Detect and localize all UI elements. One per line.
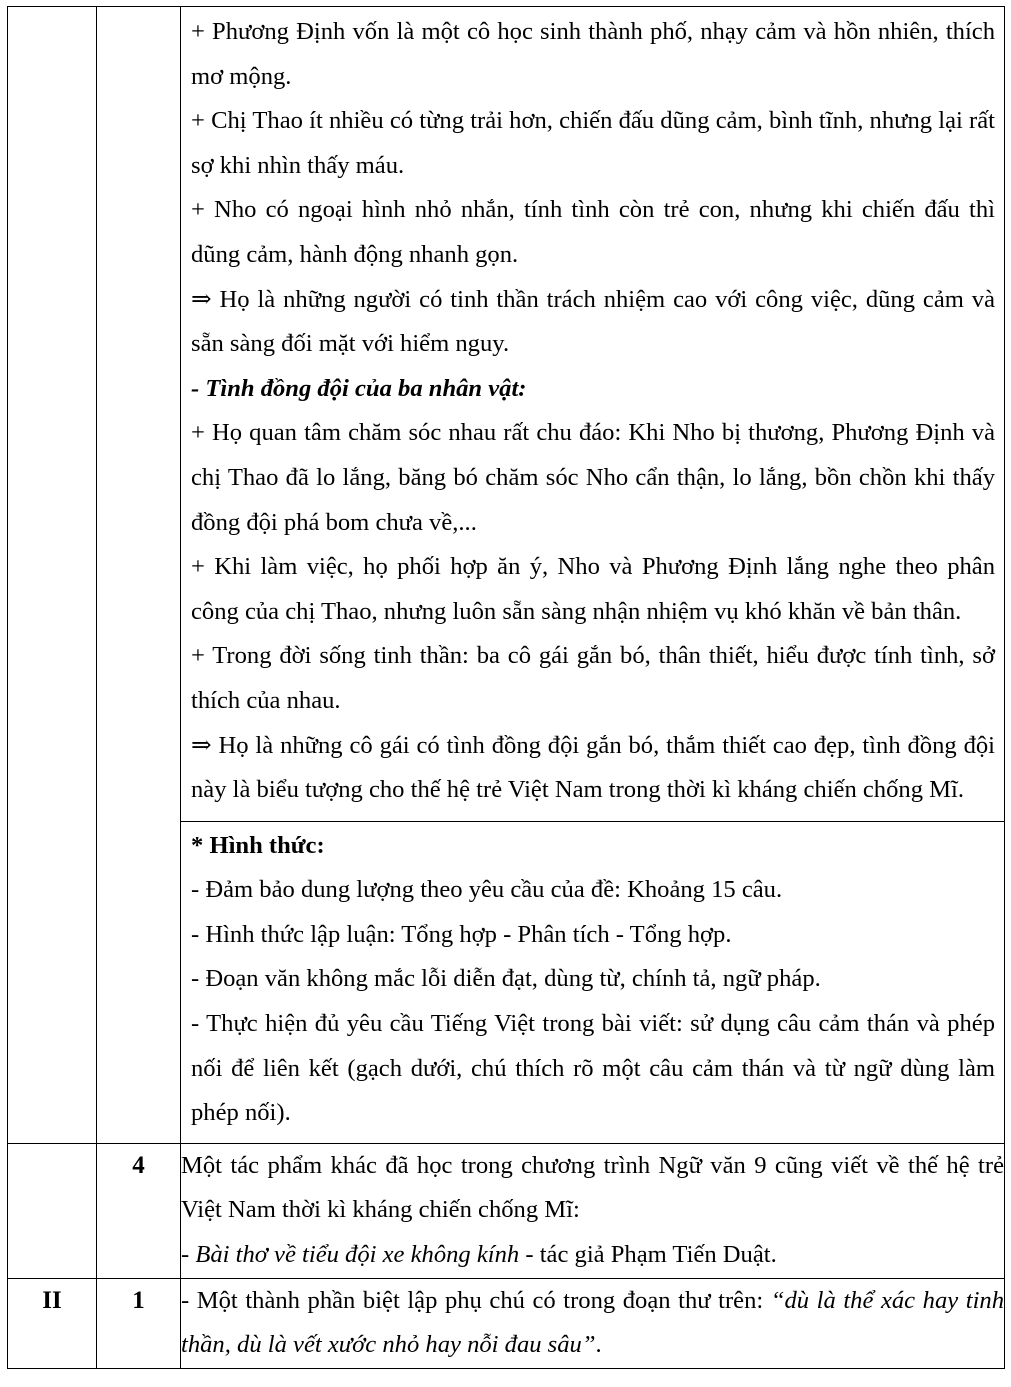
paragraph-prefix: - bbox=[181, 1241, 196, 1269]
answer-paragraph: + Khi làm việc, họ phối hợp ăn ý, Nho và Phương Định lắng nghe theo phân công của chị Thao, nhưng luôn sẵn sàng nhận nhiệm vụ khó khăn về bản thân. bbox=[191, 553, 995, 625]
answer-paragraph: - Hình thức lập luận: Tổng hợp - Phân tích - Tổng hợp. bbox=[191, 920, 732, 948]
answer-key-table bbox=[7, 6, 1005, 1369]
question-number-label: 4 bbox=[132, 1151, 145, 1179]
answer-paragraph: + Chị Thao ít nhiều có từng trải hơn, chiến đấu dũng cảm, bình tĩnh, nhưng lại rất sợ khi nhìn thấy máu. bbox=[191, 107, 995, 179]
answer-paragraph-mixed bbox=[181, 1279, 1004, 1368]
answer-content-cell bbox=[181, 1278, 1005, 1368]
answer-block-hinh-thuc bbox=[181, 822, 1004, 1143]
answer-paragraph-mixed bbox=[181, 1233, 1004, 1278]
answer-paragraph: + Họ quan tâm chăm sóc nhau rất chu đáo: Khi Nho bị thương, Phương Định và chị Thao đã lo lắng, băng bó chăm sóc Nho cẩn thận, lo lắng, bồn chồn khi thấy đồng đội phá bom chưa về,... bbox=[191, 419, 995, 536]
question-number-cell bbox=[97, 1143, 181, 1278]
answer-content-cell bbox=[181, 7, 1005, 1144]
answer-paragraph: - Đoạn văn không mắc lỗi diễn đạt, dùng từ, chính tả, ngữ pháp. bbox=[191, 965, 821, 993]
quoted-phrase-italic: “dù là thể xác hay tinh thần, dù là vết xước nhỏ hay nỗi đau sâu” bbox=[181, 1286, 1004, 1359]
question-number-label: 1 bbox=[132, 1286, 145, 1314]
answer-paragraph: ⇒ Họ là những người có tinh thần trách nhiệm cao với công việc, dũng cảm và sẵn sàng đối mặt với hiểm nguy. bbox=[191, 285, 995, 358]
answer-paragraph: + Trong đời sống tinh thần: ba cô gái gắn bó, thân thiết, hiểu được tính tình, sở thích của nhau. bbox=[191, 642, 995, 714]
answer-content-cell bbox=[181, 1143, 1005, 1278]
answer-paragraph: - Thực hiện đủ yêu cầu Tiếng Việt trong bài viết: sử dụng câu cảm thán và phép nối để liên kết (gạch dưới, chú thích rõ một câu cảm thán và từ ngữ dùng làm phép nối). bbox=[191, 1010, 995, 1127]
question-number-cell bbox=[97, 7, 181, 1144]
section-roman-label: II bbox=[42, 1286, 62, 1314]
answer-paragraph: - Đảm bảo dung lượng theo yêu cầu của đề: Khoảng 15 câu. bbox=[191, 876, 783, 904]
answer-paragraph: ⇒ Họ là những cô gái có tình đồng đội gắn bó, thắm thiết cao đẹp, tình đồng đội này là biểu tượng cho thế hệ trẻ Việt Nam trong thời kì kháng chiến chống Mĩ. bbox=[191, 731, 995, 804]
section-roman-cell bbox=[8, 7, 97, 1144]
table-row bbox=[8, 7, 1005, 1144]
work-title-italic: Bài thơ về tiểu đội xe không kính bbox=[195, 1241, 520, 1269]
answer-subheading: - Tình đồng đội của ba nhân vật: bbox=[191, 374, 527, 402]
section-roman-cell bbox=[8, 1143, 97, 1278]
answer-subheading: * Hình thức: bbox=[191, 831, 325, 859]
table-row bbox=[8, 1278, 1005, 1368]
answer-paragraph: + Nho có ngoại hình nhỏ nhắn, tính tình còn trẻ con, nhưng khi chiến đấu thì dũng cảm, hành động nhanh gọn. bbox=[191, 196, 995, 268]
answer-paragraph: + Phương Định vốn là một cô học sinh thành phố, nhạy cảm và hồn nhiên, thích mơ mộng. bbox=[191, 18, 995, 90]
question-number-cell bbox=[97, 1278, 181, 1368]
table-row bbox=[8, 1143, 1005, 1278]
section-roman-cell bbox=[8, 1278, 97, 1368]
paragraph-suffix: . bbox=[595, 1331, 602, 1359]
paragraph-suffix: - tác giả Phạm Tiến Duật. bbox=[519, 1241, 777, 1269]
answer-paragraph: Một tác phẩm khác đã học trong chương trình Ngữ văn 9 cũng viết về thế hệ trẻ Việt Nam thời kì kháng chiến chống Mĩ: bbox=[181, 1151, 1004, 1224]
paragraph-prefix: - Một thành phần biệt lập phụ chú có trong đoạn thư trên: bbox=[181, 1286, 771, 1314]
answer-block-noi-dung bbox=[181, 7, 1004, 822]
